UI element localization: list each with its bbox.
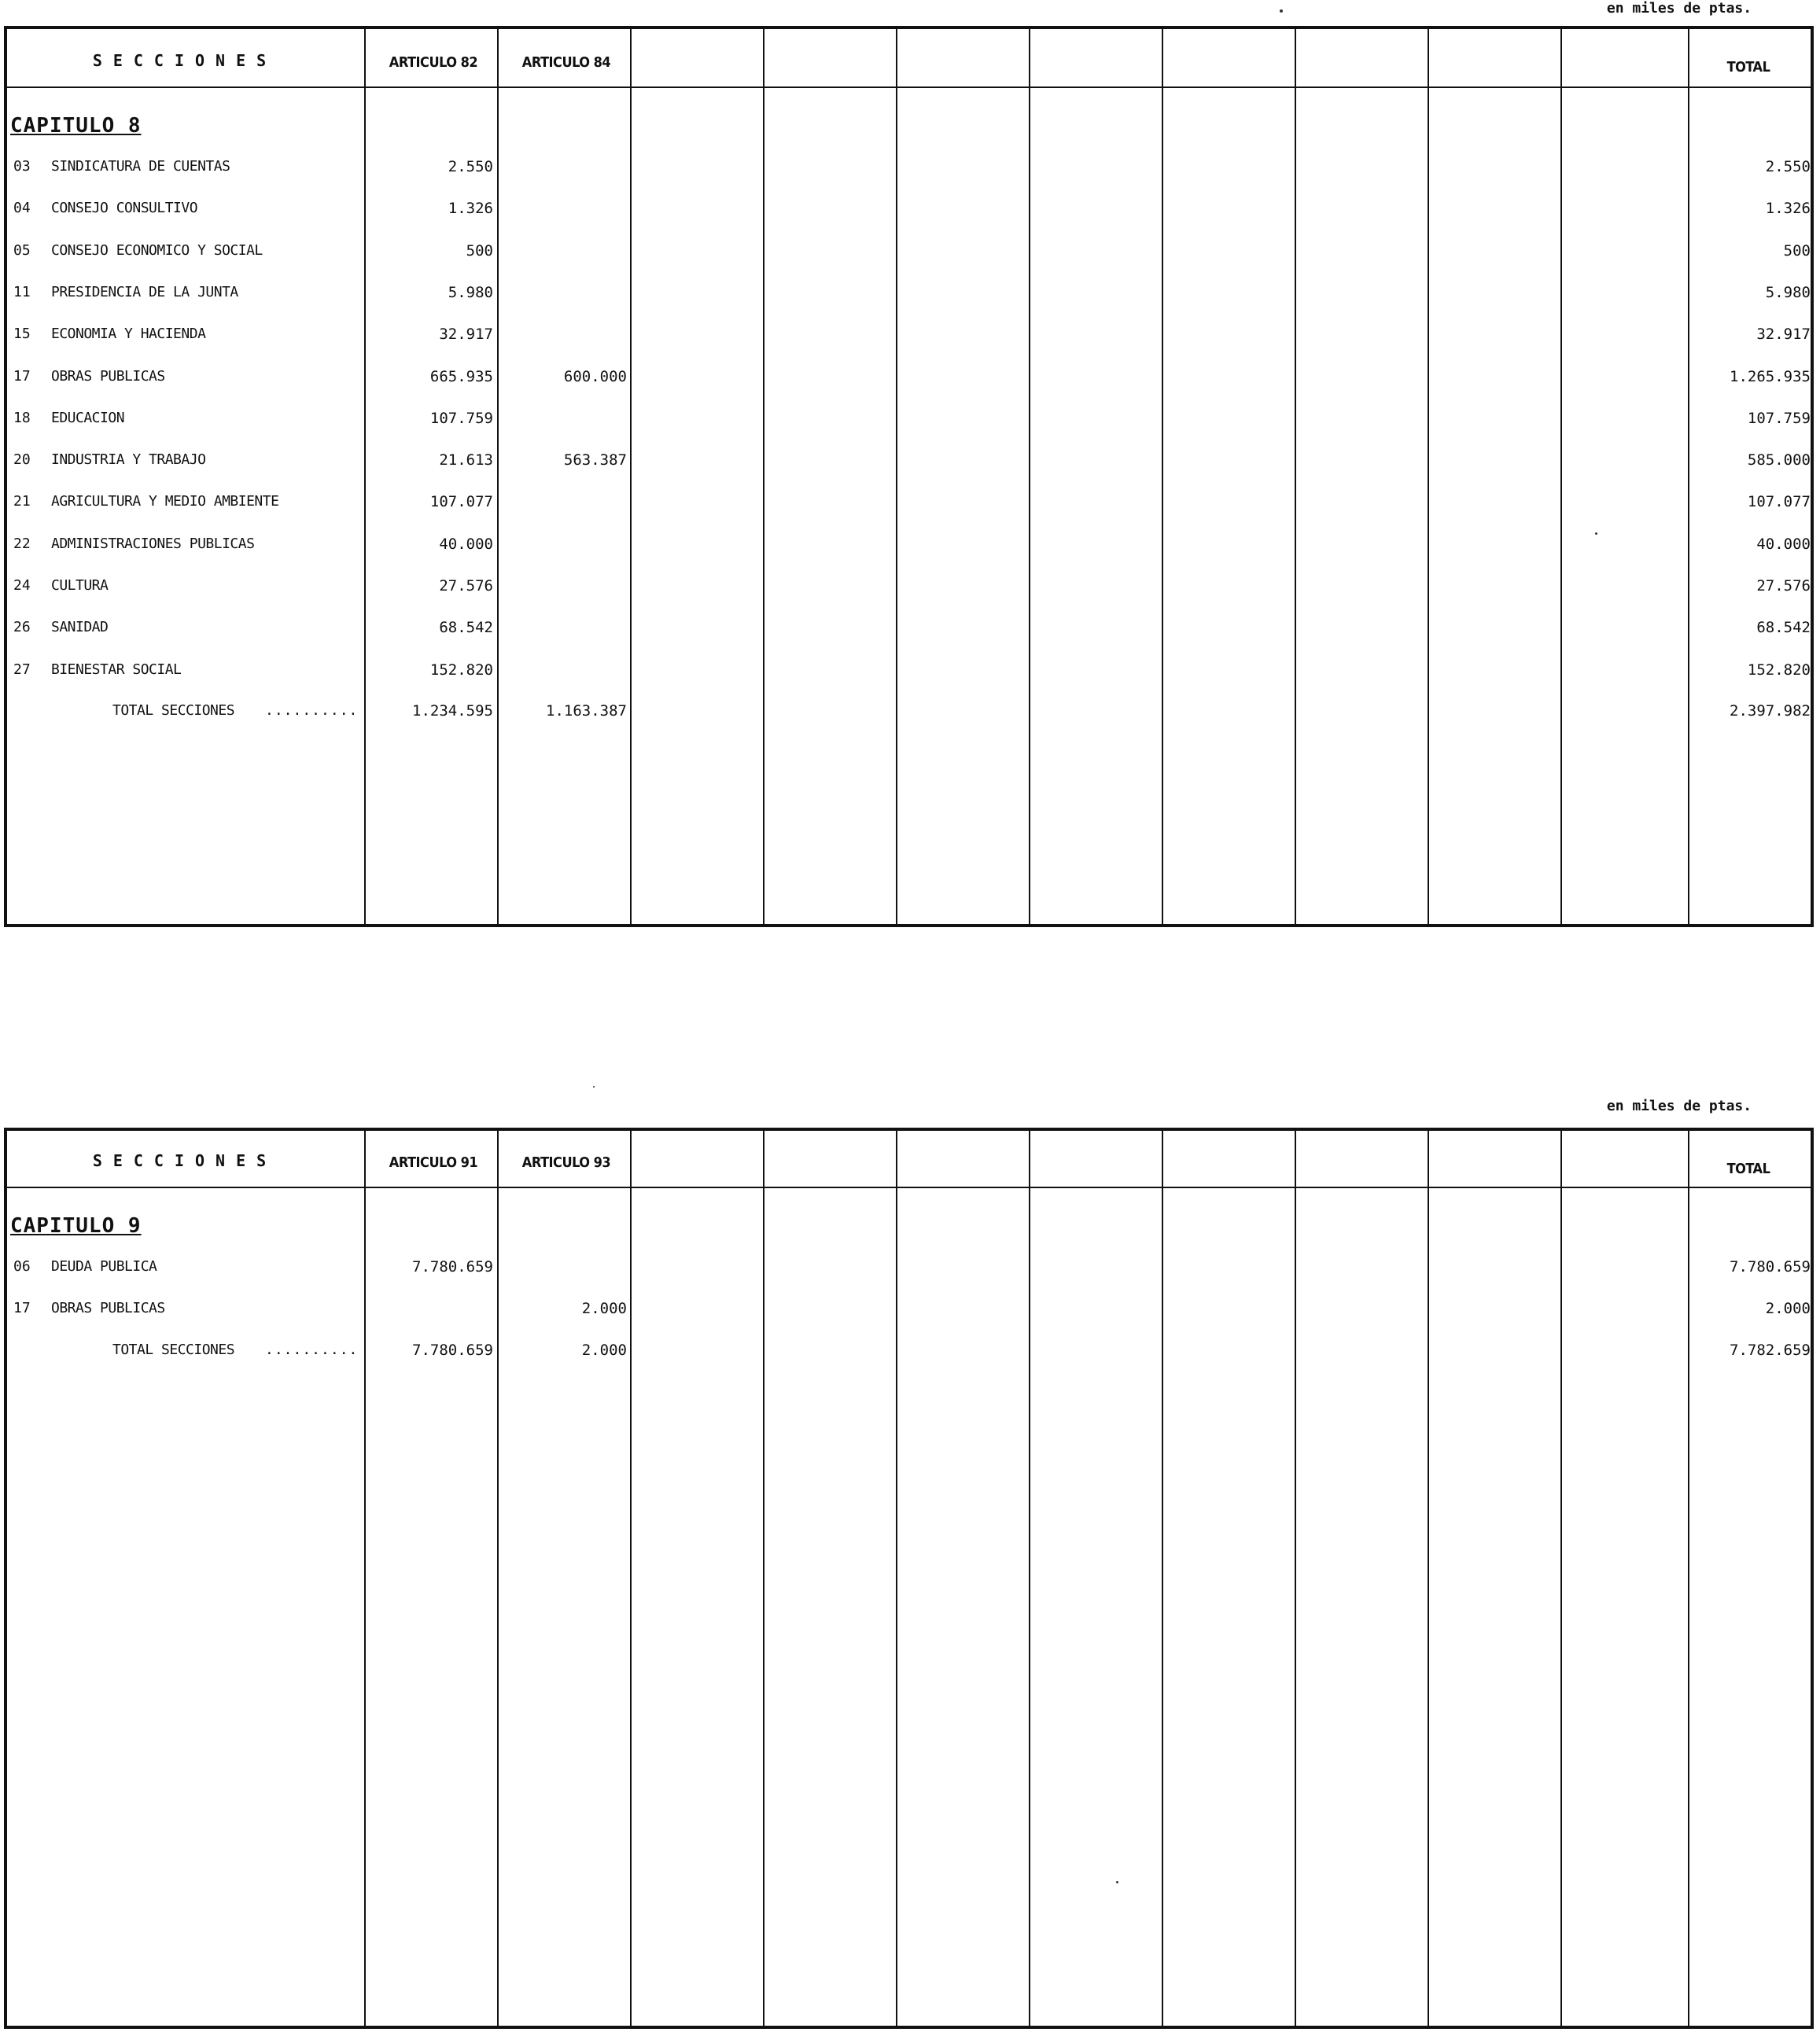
table-row	[4, 368, 1814, 392]
section-code: 17	[13, 367, 31, 385]
capitulo-heading: CAPITULO 8	[10, 114, 142, 138]
cell-article-a: 665.935	[429, 367, 493, 385]
header-separator	[4, 1187, 1814, 1188]
table-row	[4, 200, 1814, 223]
section-name: OBRAS PUBLICAS	[51, 1300, 165, 1317]
cell-article-b: 563.387	[563, 451, 627, 469]
section-code: 24	[13, 577, 31, 594]
cell-total: 40.000	[1756, 535, 1811, 553]
section-name: OBRAS PUBLICAS	[51, 367, 165, 385]
section-code: 05	[13, 241, 31, 259]
cell-total: 585.000	[1747, 451, 1811, 469]
table-row	[4, 410, 1814, 433]
total-total: 7.782.659	[1730, 1342, 1811, 1359]
table-row	[4, 451, 1814, 475]
total-articulo-82: 1.234.595	[412, 702, 493, 720]
total-row	[4, 702, 1814, 726]
total-articulo-84: 1.163.387	[546, 702, 627, 720]
table-row	[4, 242, 1814, 266]
section-code: 21	[13, 493, 31, 510]
section-name: SINDICATURA DE CUENTAS	[51, 158, 230, 175]
section-code: 03	[13, 158, 31, 175]
cell-article-a: 500	[466, 241, 493, 260]
total-articulo-93: 2.000	[581, 1342, 627, 1359]
header-articulo-91: ARTICULO 91	[389, 1154, 478, 1171]
section-name: SANIDAD	[51, 619, 109, 636]
cell-total: 2.550	[1765, 158, 1811, 175]
total-total: 2.397.982	[1730, 702, 1811, 720]
total-articulo-91: 7.780.659	[412, 1342, 493, 1359]
cell-article-a: 32.917	[439, 326, 493, 344]
header-total: TOTAL	[1726, 1161, 1770, 1177]
cell-total: 27.576	[1756, 577, 1811, 595]
table-row	[4, 1300, 1814, 1323]
section-code: 04	[13, 200, 31, 217]
section-code: 27	[13, 661, 31, 678]
scan-speck	[1280, 9, 1283, 13]
table-row	[4, 536, 1814, 559]
section-code: 15	[13, 326, 31, 343]
cell-article-a: 40.000	[439, 535, 493, 553]
section-name: INDUSTRIA Y TRABAJO	[51, 451, 206, 469]
table-capitulo-9	[4, 1128, 1814, 2029]
cell-article-a: 68.542	[439, 619, 493, 637]
section-name: ADMINISTRACIONES PUBLICAS	[51, 535, 255, 552]
cell-article-a: 107.759	[429, 409, 493, 427]
dot-leader: ..........	[265, 1342, 359, 1358]
cell-total: 5.980	[1765, 283, 1811, 301]
scan-speck	[593, 1086, 595, 1088]
units-label-top: en miles de ptas.	[1606, 0, 1752, 17]
cell-total: 500	[1783, 241, 1811, 260]
cell-total: 152.820	[1747, 661, 1811, 679]
units-label-bottom: en miles de ptas.	[1606, 1098, 1752, 1114]
section-name: DEUDA PUBLICA	[51, 1258, 157, 1275]
cell-article-a: 7.780.659	[412, 1258, 493, 1276]
section-code: 26	[13, 619, 31, 636]
section-code: 17	[13, 1300, 31, 1317]
header-secciones: SECCIONES	[92, 1151, 278, 1170]
header-articulo-82: ARTICULO 82	[389, 54, 478, 71]
section-name: CONSEJO CONSULTIVO	[51, 200, 198, 217]
section-code: 22	[13, 535, 31, 552]
table-row	[4, 661, 1814, 685]
section-code: 20	[13, 451, 31, 469]
header-secciones: SECCIONES	[92, 51, 278, 70]
cell-article-b: 600.000	[563, 367, 627, 385]
cell-article-a: 27.576	[439, 577, 493, 595]
section-name: AGRICULTURA Y MEDIO AMBIENTE	[51, 493, 279, 510]
header-articulo-84: ARTICULO 84	[521, 54, 611, 71]
table-row	[4, 577, 1814, 601]
cell-total: 107.077	[1747, 493, 1811, 511]
section-name: CONSEJO ECONOMICO Y SOCIAL	[51, 241, 263, 259]
cell-article-a: 107.077	[429, 493, 493, 511]
header-separator	[4, 87, 1814, 88]
cell-article-a: 21.613	[439, 451, 493, 469]
total-label: TOTAL SECCIONES	[112, 1342, 235, 1358]
cell-article-a: 5.980	[448, 283, 493, 301]
cell-article-b: 2.000	[581, 1300, 627, 1318]
capitulo-heading: CAPITULO 9	[10, 1214, 142, 1238]
table-row	[4, 158, 1814, 182]
section-name: PRESIDENCIA DE LA JUNTA	[51, 283, 238, 300]
table-row	[4, 326, 1814, 349]
cell-total: 32.917	[1756, 326, 1811, 344]
table-row	[4, 493, 1814, 517]
section-name: EDUCACION	[51, 409, 125, 426]
total-row	[4, 1342, 1814, 1365]
cell-total: 7.780.659	[1730, 1258, 1811, 1276]
table-row	[4, 1258, 1814, 1282]
cell-total: 2.000	[1765, 1300, 1811, 1318]
section-code: 06	[13, 1258, 31, 1275]
header-articulo-93: ARTICULO 93	[521, 1154, 611, 1171]
cell-article-a: 152.820	[429, 661, 493, 679]
section-name: BIENESTAR SOCIAL	[51, 661, 182, 678]
table-row	[4, 619, 1814, 642]
cell-total: 107.759	[1747, 409, 1811, 427]
header-total: TOTAL	[1726, 59, 1770, 75]
table-capitulo-8	[4, 26, 1814, 927]
cell-article-a: 1.326	[448, 200, 493, 218]
cell-total: 1.265.935	[1730, 367, 1811, 385]
total-label: TOTAL SECCIONES	[112, 702, 235, 719]
cell-article-a: 2.550	[448, 158, 493, 175]
section-name: CULTURA	[51, 577, 109, 594]
section-code: 18	[13, 409, 31, 426]
section-name: ECONOMIA Y HACIENDA	[51, 326, 206, 343]
section-code: 11	[13, 283, 31, 300]
table-row	[4, 284, 1814, 307]
cell-total: 1.326	[1765, 200, 1811, 218]
dot-leader: ..........	[265, 702, 359, 719]
cell-total: 68.542	[1756, 619, 1811, 637]
